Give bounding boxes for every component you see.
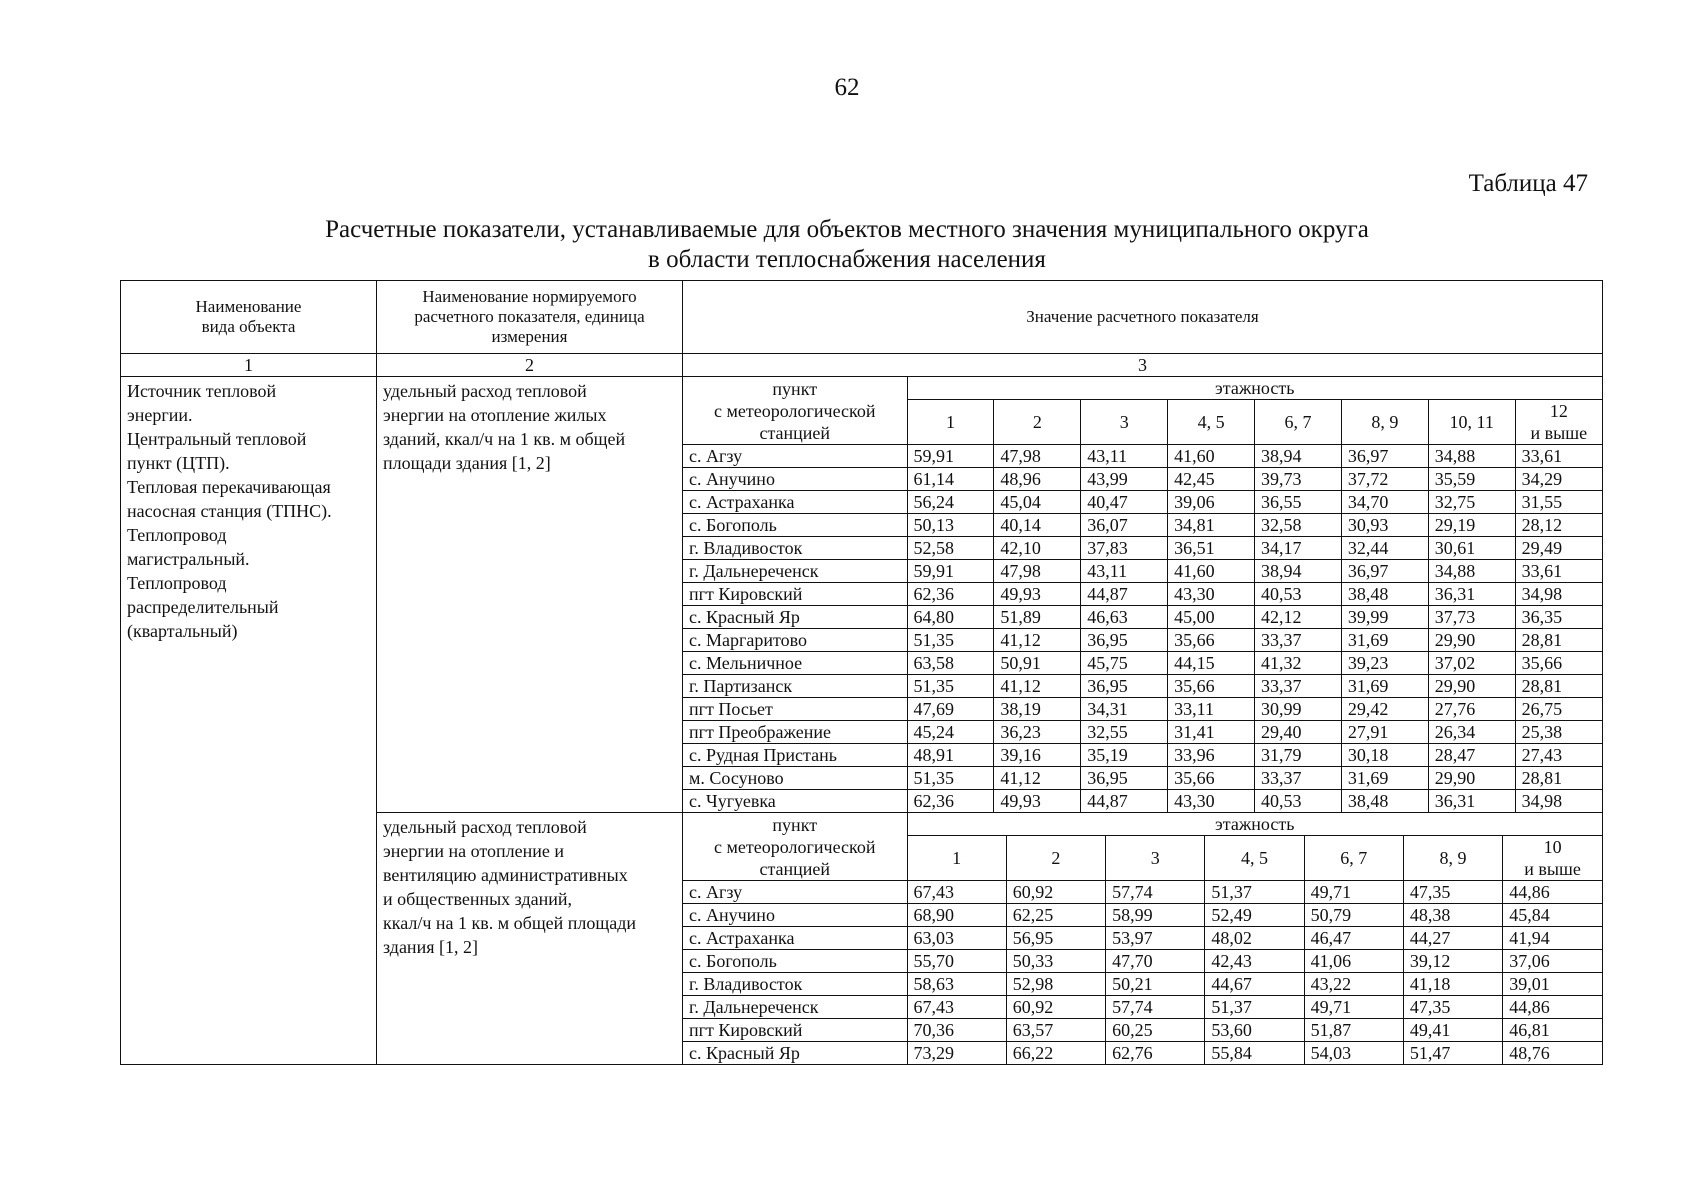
floor-header-7: 10, 11: [1428, 400, 1515, 445]
value-cell: 35,59: [1428, 468, 1515, 491]
value-cell: 49,93: [994, 583, 1081, 606]
floor-header-3: 3: [1081, 400, 1168, 445]
table-label: Таблица 47: [1468, 170, 1588, 197]
document-title: [0, 215, 1694, 275]
table-row: [683, 445, 1602, 468]
station-name: пгт Кировский: [683, 1019, 907, 1042]
value-cell: 48,02: [1205, 927, 1304, 950]
value-cell: 28,81: [1515, 767, 1602, 790]
table-row: [683, 606, 1602, 629]
value-cell: 62,25: [1006, 904, 1105, 927]
station-name: с. Красный Яр: [683, 606, 907, 629]
station-name: с. Агзу: [683, 445, 907, 468]
station-name: г. Партизанск: [683, 675, 907, 698]
value-cell: 25,38: [1515, 721, 1602, 744]
value-cell: 45,75: [1081, 652, 1168, 675]
value-cell: 34,98: [1515, 790, 1602, 813]
station-header: пункт с метеорологической станцией: [683, 377, 907, 445]
value-cell: 63,03: [907, 927, 1006, 950]
value-cell: 28,81: [1515, 675, 1602, 698]
value-cell: 44,87: [1081, 583, 1168, 606]
value-cell: 63,58: [907, 652, 994, 675]
value-cell: 44,86: [1503, 996, 1602, 1019]
table-row: [683, 927, 1602, 950]
value-cell: 42,12: [1255, 606, 1342, 629]
value-cell: 36,31: [1428, 583, 1515, 606]
station-name: м. Сосуново: [683, 767, 907, 790]
value-cell: 40,53: [1255, 790, 1342, 813]
value-cell: 43,11: [1081, 560, 1168, 583]
value-cell: 34,29: [1515, 468, 1602, 491]
value-cell: 52,98: [1006, 973, 1105, 996]
value-cell: 54,03: [1304, 1042, 1403, 1065]
value-cell: 33,61: [1515, 445, 1602, 468]
value-cell: 35,66: [1168, 629, 1255, 652]
value-cell: 29,19: [1428, 514, 1515, 537]
column-number-row: [121, 354, 1603, 377]
value-cell: 41,12: [994, 629, 1081, 652]
value-cell: 51,47: [1403, 1042, 1502, 1065]
value-cell: 73,29: [907, 1042, 1006, 1065]
table-row: [683, 560, 1602, 583]
value-cell: 36,23: [994, 721, 1081, 744]
value-cell: 39,73: [1255, 468, 1342, 491]
value-cell: 39,12: [1403, 950, 1502, 973]
value-cell: 39,23: [1341, 652, 1428, 675]
value-cell: 50,33: [1006, 950, 1105, 973]
value-cell: 37,02: [1428, 652, 1515, 675]
value-cell: 68,90: [907, 904, 1006, 927]
value-cell: 31,41: [1168, 721, 1255, 744]
value-cell: 60,92: [1006, 996, 1105, 1019]
value-cell: 66,22: [1006, 1042, 1105, 1065]
value-cell: 40,47: [1081, 491, 1168, 514]
column-number-1: 1: [121, 354, 377, 377]
table-row: [683, 652, 1602, 675]
floors-header-row: [683, 377, 1602, 400]
value-cell: 40,14: [994, 514, 1081, 537]
value-cell: 53,60: [1205, 1019, 1304, 1042]
value-cell: 45,00: [1168, 606, 1255, 629]
section-1-indicator: удельный расход тепловой энергии на отопление жилых зданий, ккал/ч на 1 кв. м общей площади здания [1, 2]: [377, 377, 683, 813]
value-cell: 35,66: [1168, 675, 1255, 698]
value-cell: 30,61: [1428, 537, 1515, 560]
station-name: с. Анучино: [683, 468, 907, 491]
table-row: [683, 881, 1602, 904]
value-cell: 34,88: [1428, 560, 1515, 583]
floor-header-2: 2: [1006, 836, 1105, 881]
value-cell: 31,55: [1515, 491, 1602, 514]
column-number-2: 2: [377, 354, 683, 377]
section-1-values: [683, 377, 1603, 813]
value-cell: 53,97: [1106, 927, 1205, 950]
station-name: г. Дальнереченск: [683, 996, 907, 1019]
value-cell: 42,10: [994, 537, 1081, 560]
value-cell: 41,06: [1304, 950, 1403, 973]
floors-header: этажность: [907, 813, 1602, 836]
value-cell: 48,76: [1503, 1042, 1602, 1065]
value-cell: 32,75: [1428, 491, 1515, 514]
station-header: пункт с метеорологической станцией: [683, 813, 907, 881]
value-cell: 43,30: [1168, 583, 1255, 606]
value-cell: 31,79: [1255, 744, 1342, 767]
value-cell: 39,16: [994, 744, 1081, 767]
column-number-3: 3: [683, 354, 1603, 377]
station-name: г. Владивосток: [683, 973, 907, 996]
value-cell: 44,15: [1168, 652, 1255, 675]
table-row: [683, 1042, 1602, 1065]
header-indicator: Наименование нормируемого расчетного показателя, единица измерения: [377, 281, 683, 354]
value-cell: 29,90: [1428, 629, 1515, 652]
title-line-2: в области теплоснабжения населения: [648, 246, 1046, 273]
section-1-row: [121, 377, 1603, 813]
floor-header-8: 12 и выше: [1515, 400, 1602, 445]
value-cell: 46,63: [1081, 606, 1168, 629]
value-cell: 52,49: [1205, 904, 1304, 927]
value-cell: 33,37: [1255, 629, 1342, 652]
value-cell: 34,88: [1428, 445, 1515, 468]
value-cell: 34,98: [1515, 583, 1602, 606]
floors-header: этажность: [907, 377, 1602, 400]
station-name: с. Красный Яр: [683, 1042, 907, 1065]
station-name: с. Астраханка: [683, 491, 907, 514]
station-name: с. Астраханка: [683, 927, 907, 950]
header-value: Значение расчетного показателя: [683, 281, 1603, 354]
value-cell: 50,79: [1304, 904, 1403, 927]
value-cell: 29,90: [1428, 675, 1515, 698]
value-cell: 41,12: [994, 767, 1081, 790]
table-row: [683, 629, 1602, 652]
value-cell: 36,35: [1515, 606, 1602, 629]
floors-header-row: [683, 813, 1602, 836]
indicators-table: [120, 280, 1603, 1065]
value-cell: 39,01: [1503, 973, 1602, 996]
value-cell: 41,94: [1503, 927, 1602, 950]
value-cell: 38,48: [1341, 583, 1428, 606]
value-cell: 58,99: [1106, 904, 1205, 927]
value-cell: 62,36: [907, 583, 994, 606]
value-cell: 38,48: [1341, 790, 1428, 813]
value-cell: 43,30: [1168, 790, 1255, 813]
value-cell: 44,87: [1081, 790, 1168, 813]
value-cell: 44,67: [1205, 973, 1304, 996]
value-cell: 60,25: [1106, 1019, 1205, 1042]
value-cell: 36,07: [1081, 514, 1168, 537]
value-cell: 46,47: [1304, 927, 1403, 950]
value-cell: 47,35: [1403, 881, 1502, 904]
value-cell: 28,12: [1515, 514, 1602, 537]
value-cell: 62,76: [1106, 1042, 1205, 1065]
value-cell: 58,63: [907, 973, 1006, 996]
value-cell: 36,95: [1081, 767, 1168, 790]
value-cell: 38,94: [1255, 445, 1342, 468]
value-cell: 34,70: [1341, 491, 1428, 514]
value-cell: 47,98: [994, 560, 1081, 583]
station-name: пгт Посьет: [683, 698, 907, 721]
station-name: пгт Преображение: [683, 721, 907, 744]
value-cell: 51,35: [907, 767, 994, 790]
station-name: г. Дальнереченск: [683, 560, 907, 583]
floor-header-3: 3: [1106, 836, 1205, 881]
value-cell: 32,55: [1081, 721, 1168, 744]
value-cell: 50,91: [994, 652, 1081, 675]
table-row: [683, 537, 1602, 560]
value-cell: 42,43: [1205, 950, 1304, 973]
value-cell: 40,53: [1255, 583, 1342, 606]
value-cell: 32,58: [1255, 514, 1342, 537]
value-cell: 29,90: [1428, 767, 1515, 790]
value-cell: 43,22: [1304, 973, 1403, 996]
value-cell: 27,76: [1428, 698, 1515, 721]
value-cell: 35,66: [1168, 767, 1255, 790]
value-cell: 55,70: [907, 950, 1006, 973]
value-cell: 48,91: [907, 744, 994, 767]
value-cell: 59,91: [907, 445, 994, 468]
table-row: [683, 996, 1602, 1019]
value-cell: 37,73: [1428, 606, 1515, 629]
value-cell: 57,74: [1106, 996, 1205, 1019]
value-cell: 47,98: [994, 445, 1081, 468]
value-cell: 41,60: [1168, 560, 1255, 583]
value-cell: 36,95: [1081, 675, 1168, 698]
value-cell: 51,89: [994, 606, 1081, 629]
table-row: [683, 675, 1602, 698]
value-cell: 30,93: [1341, 514, 1428, 537]
station-name: с. Богополь: [683, 514, 907, 537]
floor-header-2: 2: [994, 400, 1081, 445]
value-cell: 45,24: [907, 721, 994, 744]
table-row: [683, 1019, 1602, 1042]
value-cell: 33,37: [1255, 767, 1342, 790]
value-cell: 39,06: [1168, 491, 1255, 514]
value-cell: 50,21: [1106, 973, 1205, 996]
floor-header-7: 10 и выше: [1503, 836, 1602, 881]
station-name: г. Владивосток: [683, 537, 907, 560]
table-header-row: [121, 281, 1603, 354]
value-cell: 45,04: [994, 491, 1081, 514]
floor-header-1: 1: [907, 836, 1006, 881]
value-cell: 61,14: [907, 468, 994, 491]
section-2-values: [683, 813, 1603, 1065]
floor-header-4: 4, 5: [1168, 400, 1255, 445]
value-cell: 63,57: [1006, 1019, 1105, 1042]
value-cell: 47,70: [1106, 950, 1205, 973]
floor-header-5: 6, 7: [1304, 836, 1403, 881]
value-cell: 30,99: [1255, 698, 1342, 721]
value-cell: 67,43: [907, 996, 1006, 1019]
value-cell: 34,81: [1168, 514, 1255, 537]
table-row: [683, 583, 1602, 606]
object-type-cell: Источник тепловой энергии. Центральный тепловой пункт (ЦТП). Тепловая перекачивающая насосная станция (ТПНС). Теплопровод магистральный. Теплопровод распределительный (квартальный): [121, 377, 377, 1065]
value-cell: 37,06: [1503, 950, 1602, 973]
value-cell: 64,80: [907, 606, 994, 629]
value-cell: 34,31: [1081, 698, 1168, 721]
value-cell: 29,40: [1255, 721, 1342, 744]
header-object-type: Наименование вида объекта: [121, 281, 377, 354]
value-cell: 70,36: [907, 1019, 1006, 1042]
value-cell: 36,55: [1255, 491, 1342, 514]
value-cell: 32,44: [1341, 537, 1428, 560]
station-name: с. Чугуевка: [683, 790, 907, 813]
value-cell: 35,19: [1081, 744, 1168, 767]
value-cell: 47,69: [907, 698, 994, 721]
table-row: [683, 790, 1602, 813]
value-cell: 59,91: [907, 560, 994, 583]
station-name: с. Богополь: [683, 950, 907, 973]
floor-header-4: 4, 5: [1205, 836, 1304, 881]
table-row: [683, 491, 1602, 514]
value-cell: 33,61: [1515, 560, 1602, 583]
value-cell: 44,86: [1503, 881, 1602, 904]
value-cell: 44,27: [1403, 927, 1502, 950]
value-cell: 35,66: [1515, 652, 1602, 675]
page-number: 62: [834, 74, 860, 101]
value-cell: 56,24: [907, 491, 994, 514]
table-row: [683, 468, 1602, 491]
value-cell: 28,81: [1515, 629, 1602, 652]
value-cell: 60,92: [1006, 881, 1105, 904]
station-name: с. Мельничное: [683, 652, 907, 675]
value-cell: 36,31: [1428, 790, 1515, 813]
floor-header-1: 1: [907, 400, 994, 445]
value-cell: 42,45: [1168, 468, 1255, 491]
value-cell: 49,71: [1304, 996, 1403, 1019]
station-name: с. Маргаритово: [683, 629, 907, 652]
value-cell: 38,19: [994, 698, 1081, 721]
value-cell: 62,36: [907, 790, 994, 813]
value-cell: 39,99: [1341, 606, 1428, 629]
floor-header-5: 6, 7: [1255, 400, 1342, 445]
value-cell: 43,99: [1081, 468, 1168, 491]
value-cell: 41,12: [994, 675, 1081, 698]
section-1-values-table: [683, 377, 1602, 812]
title-line-1: Расчетные показатели, устанавливаемые для объектов местного значения муниципального округа: [325, 216, 1369, 243]
value-cell: 37,72: [1341, 468, 1428, 491]
value-cell: 38,94: [1255, 560, 1342, 583]
section-2-indicator: удельный расход тепловой энергии на отопление и вентиляцию административных и общественных зданий, ккал/ч на 1 кв. м общей площади здания [1, 2]: [377, 813, 683, 1065]
table-row: [683, 744, 1602, 767]
value-cell: 28,47: [1428, 744, 1515, 767]
value-cell: 31,69: [1341, 675, 1428, 698]
table-row: [683, 698, 1602, 721]
value-cell: 33,11: [1168, 698, 1255, 721]
value-cell: 51,37: [1205, 881, 1304, 904]
value-cell: 48,38: [1403, 904, 1502, 927]
value-cell: 67,43: [907, 881, 1006, 904]
value-cell: 51,87: [1304, 1019, 1403, 1042]
value-cell: 34,17: [1255, 537, 1342, 560]
value-cell: 55,84: [1205, 1042, 1304, 1065]
value-cell: 37,83: [1081, 537, 1168, 560]
table-row: [683, 973, 1602, 996]
value-cell: 27,43: [1515, 744, 1602, 767]
value-cell: 49,41: [1403, 1019, 1502, 1042]
value-cell: 31,69: [1341, 629, 1428, 652]
station-name: с. Анучино: [683, 904, 907, 927]
value-cell: 45,84: [1503, 904, 1602, 927]
value-cell: 26,34: [1428, 721, 1515, 744]
value-cell: 51,37: [1205, 996, 1304, 1019]
value-cell: 41,18: [1403, 973, 1502, 996]
floor-header-6: 8, 9: [1403, 836, 1502, 881]
value-cell: 36,97: [1341, 560, 1428, 583]
value-cell: 52,58: [907, 537, 994, 560]
station-name: пгт Кировский: [683, 583, 907, 606]
value-cell: 46,81: [1503, 1019, 1602, 1042]
value-cell: 47,35: [1403, 996, 1502, 1019]
value-cell: 29,42: [1341, 698, 1428, 721]
value-cell: 43,11: [1081, 445, 1168, 468]
value-cell: 49,71: [1304, 881, 1403, 904]
value-cell: 29,49: [1515, 537, 1602, 560]
value-cell: 36,97: [1341, 445, 1428, 468]
value-cell: 49,93: [994, 790, 1081, 813]
value-cell: 36,95: [1081, 629, 1168, 652]
station-name: с. Рудная Пристань: [683, 744, 907, 767]
station-name: с. Агзу: [683, 881, 907, 904]
value-cell: 51,35: [907, 675, 994, 698]
value-cell: 41,32: [1255, 652, 1342, 675]
value-cell: 41,60: [1168, 445, 1255, 468]
value-cell: 33,37: [1255, 675, 1342, 698]
value-cell: 31,69: [1341, 767, 1428, 790]
value-cell: 50,13: [907, 514, 994, 537]
value-cell: 57,74: [1106, 881, 1205, 904]
table-row: [683, 514, 1602, 537]
value-cell: 56,95: [1006, 927, 1105, 950]
value-cell: 51,35: [907, 629, 994, 652]
table-row: [683, 767, 1602, 790]
table-row: [683, 904, 1602, 927]
value-cell: 27,91: [1341, 721, 1428, 744]
table-row: [683, 950, 1602, 973]
value-cell: 30,18: [1341, 744, 1428, 767]
value-cell: 36,51: [1168, 537, 1255, 560]
value-cell: 48,96: [994, 468, 1081, 491]
value-cell: 33,96: [1168, 744, 1255, 767]
table-row: [683, 721, 1602, 744]
section-2-values-table: [683, 813, 1602, 1064]
value-cell: 26,75: [1515, 698, 1602, 721]
floor-header-6: 8, 9: [1341, 400, 1428, 445]
